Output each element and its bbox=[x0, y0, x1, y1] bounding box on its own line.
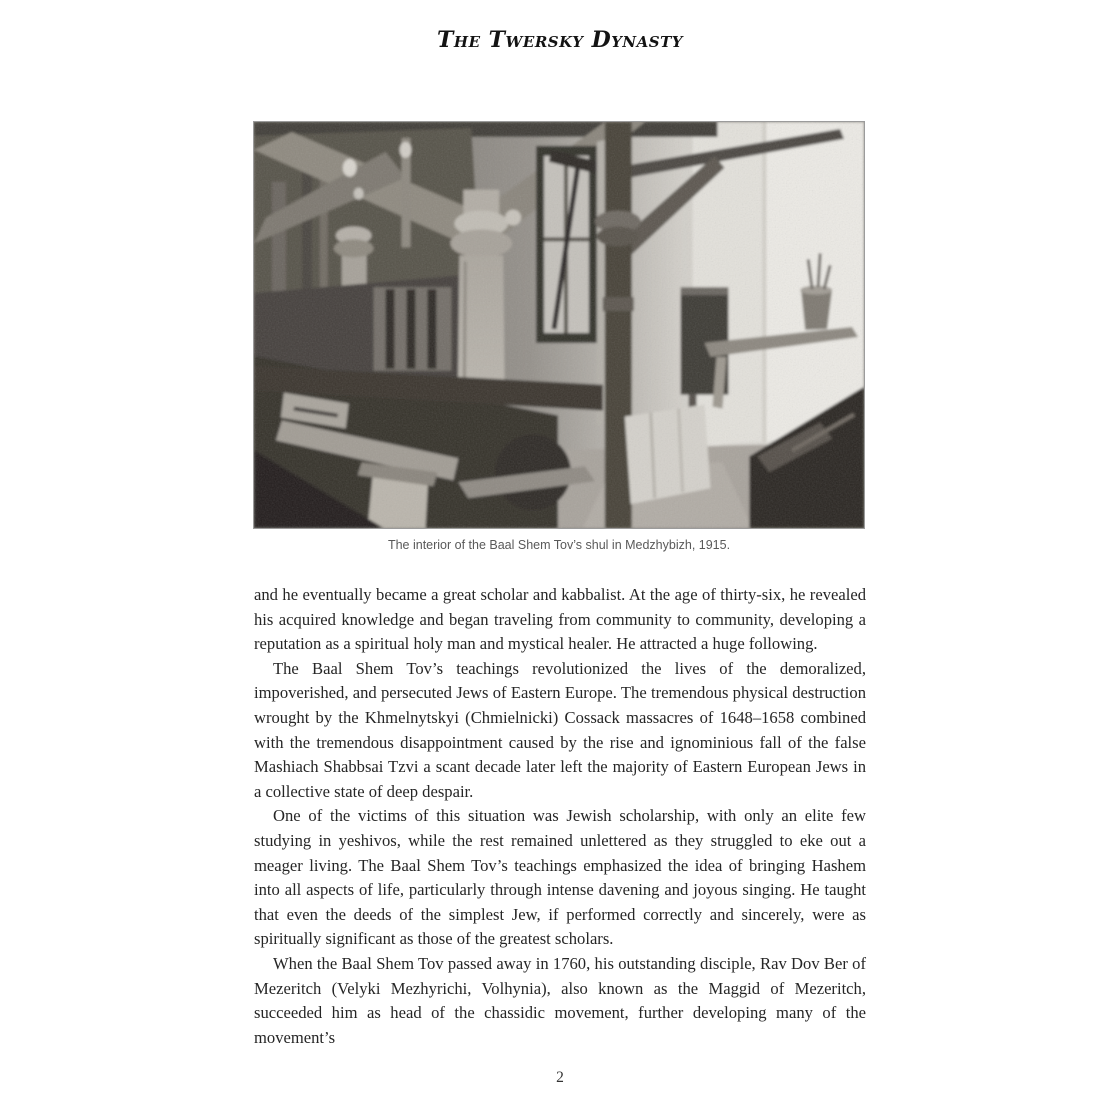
shul-photo-illustration bbox=[254, 122, 864, 528]
running-header: The Twersky Dynasty bbox=[437, 27, 683, 53]
figure-caption: The interior of the Baal Shem Tov’s shul in Medzhybizh, 1915. bbox=[387, 538, 731, 552]
figure bbox=[253, 121, 865, 552]
paragraph-1: and he eventually became a great scholar and kabbalist. At the age of thirty-six, he revealed his acquired knowledge and began traveling from community to community, developing a reputation as a spiritual holy man and mystical healer. He attracted a huge following. bbox=[254, 585, 866, 654]
body-text bbox=[254, 583, 866, 1050]
paragraph-3: One of the victims of this situation was Jewish scholarship, with only an elite few studying in yeshivos, while the rest remained unlettered as they struggled to eke out a meager living. The Baal Shem Tov’s teachings emphasized the idea of bringing Hashem into all aspects of life, particularly through intense davening and joyous singing. He taught that even the deeds of the simplest Jew, if performed correctly and sincerely, were as spiritually significant as those of the greatest scholars. bbox=[254, 806, 866, 949]
paragraph-4: When the Baal Shem Tov passed away in 1760, his outstanding disciple, Rav Dov Ber of Mezeritch (Velyki Mezhyrichi, Volhynia), also known as the Maggid of Mezeritch, succeeded him as head of the chassidic movement, further developing many of the movement’s bbox=[254, 953, 866, 1047]
shul-photo bbox=[253, 121, 865, 529]
paragraph-2: The Baal Shem Tov’s teachings revolutionized the lives of the demoralized, impoverished, and persecuted Jews of Eastern Europe. The tremendous physical destruction wrought by the Khmelnytskyi (Chmielnicki) Cossack massacres of 1648–1658 combined with the tremendous disappointment caused by the rise and ignominious fall of the false Mashiach Shabbsai Tzvi a scant decade later left the majority of Eastern European Jews in a collective state of deep despair. bbox=[254, 658, 866, 801]
page-number: 2 bbox=[556, 1069, 564, 1086]
